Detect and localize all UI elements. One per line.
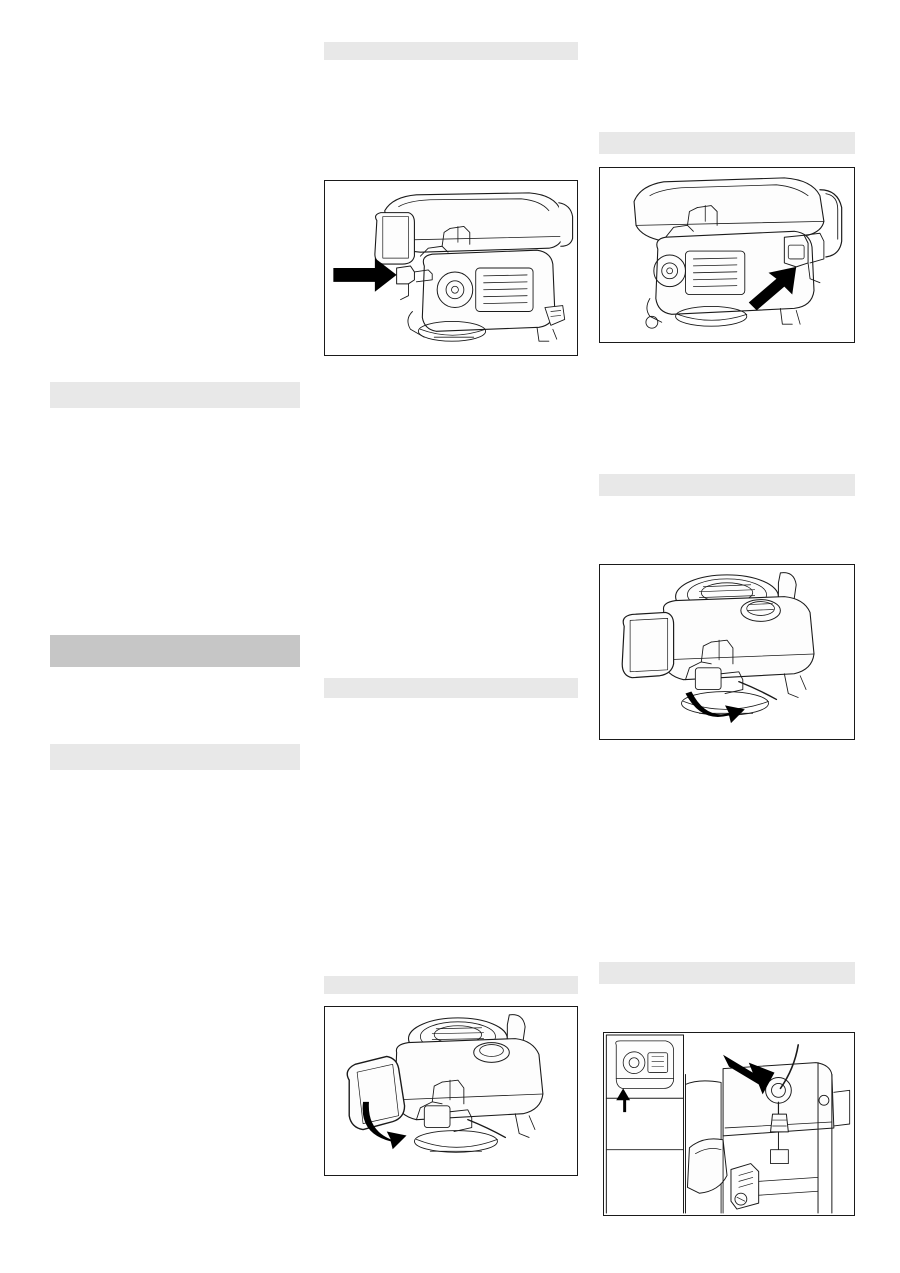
heading-bar-left-1 xyxy=(50,382,300,408)
heading-bar-middle-2 xyxy=(324,678,578,698)
figure-engine-right-side-control-lever xyxy=(599,167,855,343)
figure-mower-deck-spark-plug-access xyxy=(603,1032,855,1216)
curved-arrow-close-cover xyxy=(685,692,744,724)
heading-bar-left-3 xyxy=(50,744,300,770)
heading-bar-left-2 xyxy=(50,635,300,667)
heading-bar-middle-1 xyxy=(324,42,578,60)
heading-bar-right-1 xyxy=(599,132,855,154)
figure-air-filter-cover-closing xyxy=(599,564,855,740)
heading-bar-right-3 xyxy=(599,962,855,984)
figure-engine-left-side-fuel-valve xyxy=(324,180,578,356)
heading-bar-middle-3 xyxy=(324,976,578,994)
heading-bar-right-2 xyxy=(599,474,855,496)
figure-air-filter-cover-opening xyxy=(324,1006,578,1176)
